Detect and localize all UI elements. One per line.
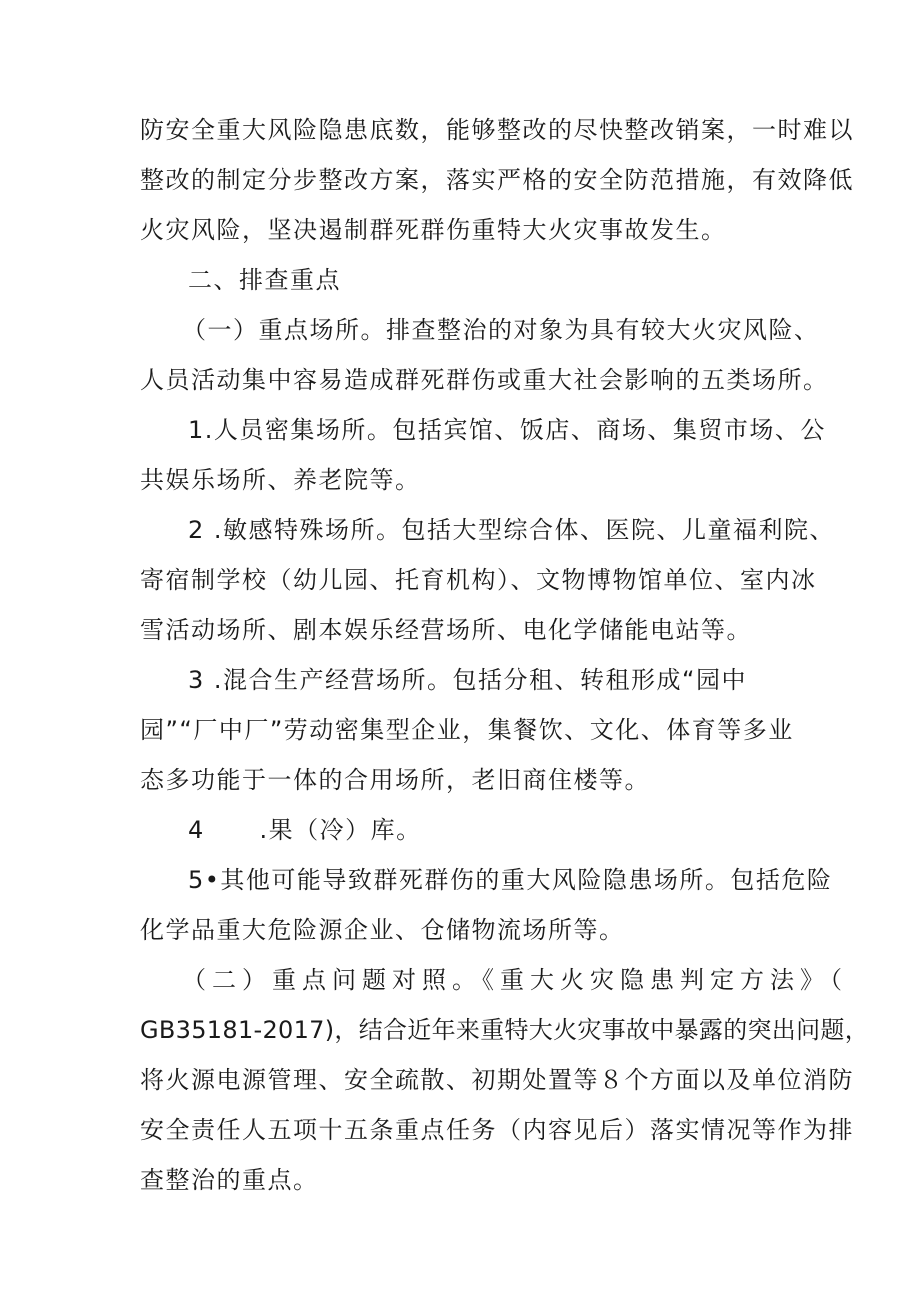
list-item-2-line-2: 寄宿制学校（幼儿园、托育机构）、文物博物馆单位、室内冰 xyxy=(140,566,817,594)
paragraph-line-18: （二）重点问题对照。《重大火灾隐患判定方法》（ xyxy=(182,966,848,994)
paragraph-line-20: 将火源电源管理、安全疏散、初期处置等８个方面以及单位消防 xyxy=(140,1066,854,1094)
list-item-2-line-3: 雪活动场所、剧本娱乐经营场所、电化学储能电站等。 xyxy=(140,616,752,644)
list-item-3-line-2: 园”“厂中厂”劳动密集型企业，集餐饮、文化、体育等多业 xyxy=(140,716,794,744)
paragraph-line-2: 整改的制定分步整改方案，落实严格的安全防范措施，有效降低 xyxy=(140,166,854,194)
paragraph-line-5: （一）重点场所。排查整治的对象为具有较大火灾风险、 xyxy=(182,316,820,344)
list-item-5-line-2: 化学品重大危险源企业、仓储物流场所等。 xyxy=(140,916,625,944)
list-item-4: 4 .果（冷）库。 xyxy=(188,816,422,844)
section-heading: 二、排查重点 xyxy=(188,266,341,294)
paragraph-line-21: 安全责任人五项十五条重点任务（内容见后）落实情况等作为排 xyxy=(140,1116,854,1144)
paragraph-line-19: GB35181-2017)，结合近年来重特大火灾事故中暴露的突出问题， xyxy=(140,1016,870,1044)
list-item-3-line-3: 态多功能于一体的合用场所，老旧商住楼等。 xyxy=(140,766,650,794)
list-item-3-line-1: 3 .混合生产经营场所。包括分租、转租形成“园中 xyxy=(188,666,747,694)
list-item-2-line-1: 2 .敏感特殊场所。包括大型综合体、医院、儿童福利院、 xyxy=(188,516,836,544)
paragraph-line-1: 防安全重大风险隐患底数，能够整改的尽快整改销案，一时难以 xyxy=(140,116,854,144)
list-item-1-line-1: 1.人员密集场所。包括宾馆、饭店、商场、集贸市场、公 xyxy=(188,416,826,444)
paragraph-line-6: 人员活动集中容易造成群死群伤或重大社会影响的五类场所。 xyxy=(140,366,829,394)
paragraph-line-22: 查整治的重点。 xyxy=(140,1166,319,1194)
list-item-1-line-2: 共娱乐场所、养老院等。 xyxy=(140,466,421,494)
paragraph-line-3: 火灾风险，坚决遏制群死群伤重特大火灾事故发生。 xyxy=(140,216,727,244)
list-item-5-line-1: 5•其他可能导致群死群伤的重大风险隐患场所。包括危险 xyxy=(188,866,833,894)
